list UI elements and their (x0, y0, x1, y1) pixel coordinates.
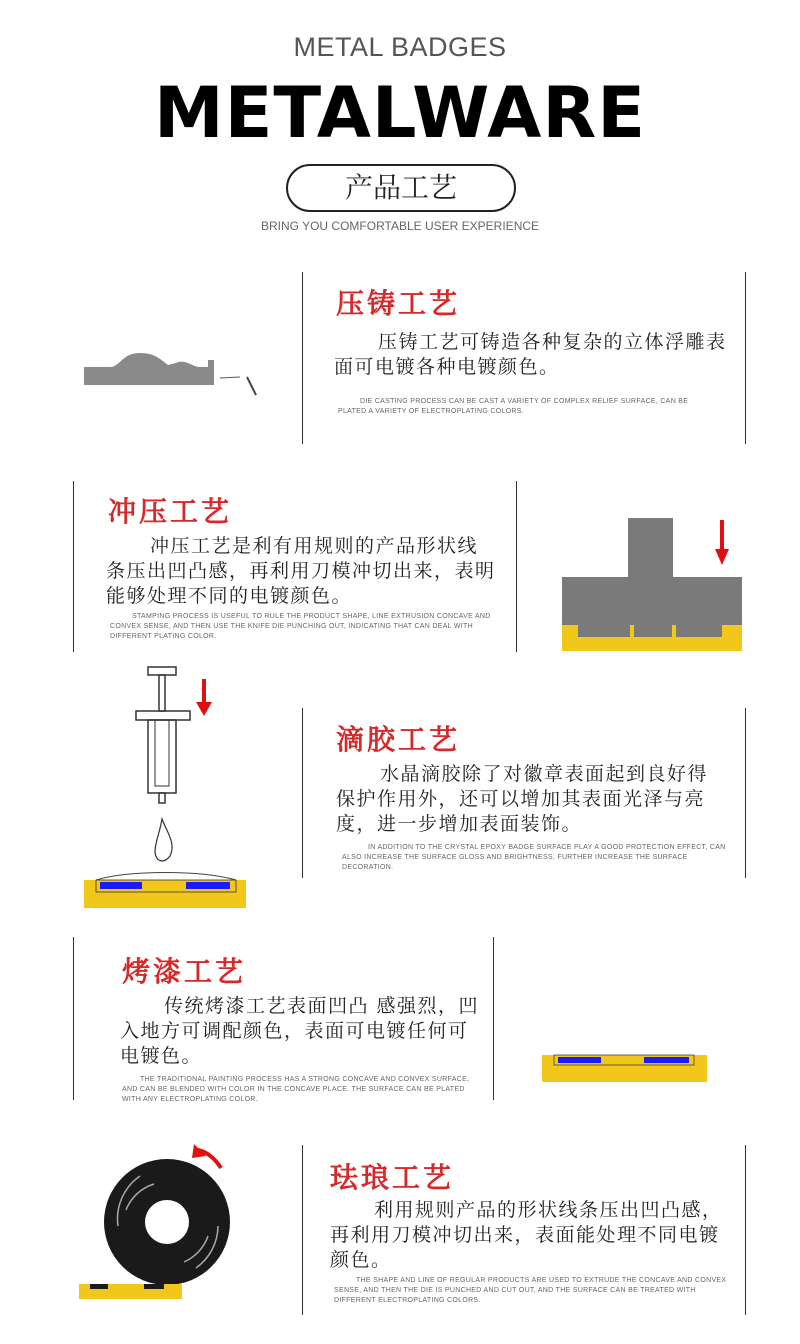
section-body: 传统烤漆工艺表面凹凸 感强烈，凹入地方可调配颜色，表面可电镀任何可电镀色。 (120, 995, 480, 1067)
header-tagline: BRING YOU COMFORTABLE USER EXPERIENCE (260, 219, 540, 233)
divider-line (745, 272, 746, 444)
divider-line (516, 481, 517, 652)
section-pill-label: 产品工艺 (286, 164, 516, 212)
divider-line (302, 1145, 303, 1315)
divider-line (493, 937, 494, 1100)
section-title: 滴胶工艺 (336, 723, 461, 756)
stamping-illustration (560, 515, 745, 655)
section-english-text: THE TRADITIONAL PAINTING PROCESS HAS A STRONG CONCAVE AND CONVEX SURFACE, AND CAN BE BLENDED WITH COLOR IN THE CONCAVE PLACE. THE SURFACE CAN BE PLATED WITH ANY ELECTROPLATING COLOR. (122, 1076, 470, 1103)
section-body: 冲压工艺是利有用规则的产品形状线条压出凹凸感，再利用刀模冲切出来，表明能够处理不同的电镀颜色。 (106, 535, 496, 607)
divider-line (73, 481, 74, 652)
enamel-roll-illustration (76, 1140, 246, 1305)
section-english-text: DIE CASTING PROCESS CAN BE CAST A VARIETY OF COMPLEX RELIEF SURFACE, CAN BE PLATED A VARIETY OF ELECTROPLATING COLORS. (338, 398, 689, 415)
section-title: 冲压工艺 (108, 495, 233, 528)
baking-paint-illustration (540, 1054, 710, 1084)
section-title: 烤漆工艺 (122, 955, 247, 988)
section-english-text: THE SHAPE AND LINE OF REGULAR PRODUCTS ARE USED TO EXTRUDE THE CONCAVE AND CONVEX SENSE, AND THEN THE DIE IS PUNCHED AND CUT OUT, AND THE SURFACE CAN BE TREATED WITH DIFFERENT ELECTROPLATING COLORS. (334, 1277, 727, 1304)
section-body: 利用规则产品的形状线条压出凹凸感，再利用刀模冲切出来，表面能处理不同电镀颜色。 (330, 1199, 723, 1271)
page-title: METALWARE (153, 72, 647, 154)
section-body: 压铸工艺可铸造各种复杂的立体浮雕表面可电镀各种电镀颜色。 (334, 331, 727, 378)
divider-line (302, 272, 303, 444)
divider-line (745, 1145, 746, 1315)
header-subtitle: METAL BADGES (293, 32, 507, 62)
section-title: 珐琅工艺 (330, 1161, 455, 1194)
section-english-text: STAMPING PROCESS IS USEFUL TO RULE THE PRODUCT SHAPE, LINE EXTRUSION CONCAVE AND CONVEX SENSE, AND THEN USE THE KNIFE DIE PUNCHING OUT, INDICATING THAT CAN DEAL WITH DIFFERENT PLATING COLOR. (110, 613, 491, 640)
divider-line (73, 937, 74, 1100)
divider-line (745, 708, 746, 878)
section-body: 水晶滴胶除了对徽章表面起到良好得保护作用外，还可以增加其表面光泽与亮度，进一步增加表面装饰。 (336, 763, 709, 835)
die-casting-illustration (80, 345, 260, 400)
syringe-epoxy-illustration (80, 664, 260, 914)
divider-line (302, 708, 303, 878)
section-english-text: IN ADDITION TO THE CRYSTAL EPOXY BADGE SURFACE PLAY A GOOD PROTECTION EFFECT, CAN ALSO INCREASE THE SURFACE GLOSS AND BRIGHTNESS, FURTHER INCREASE THE SURFACE DECORATION. (342, 844, 726, 871)
section-title: 压铸工艺 (336, 287, 461, 320)
